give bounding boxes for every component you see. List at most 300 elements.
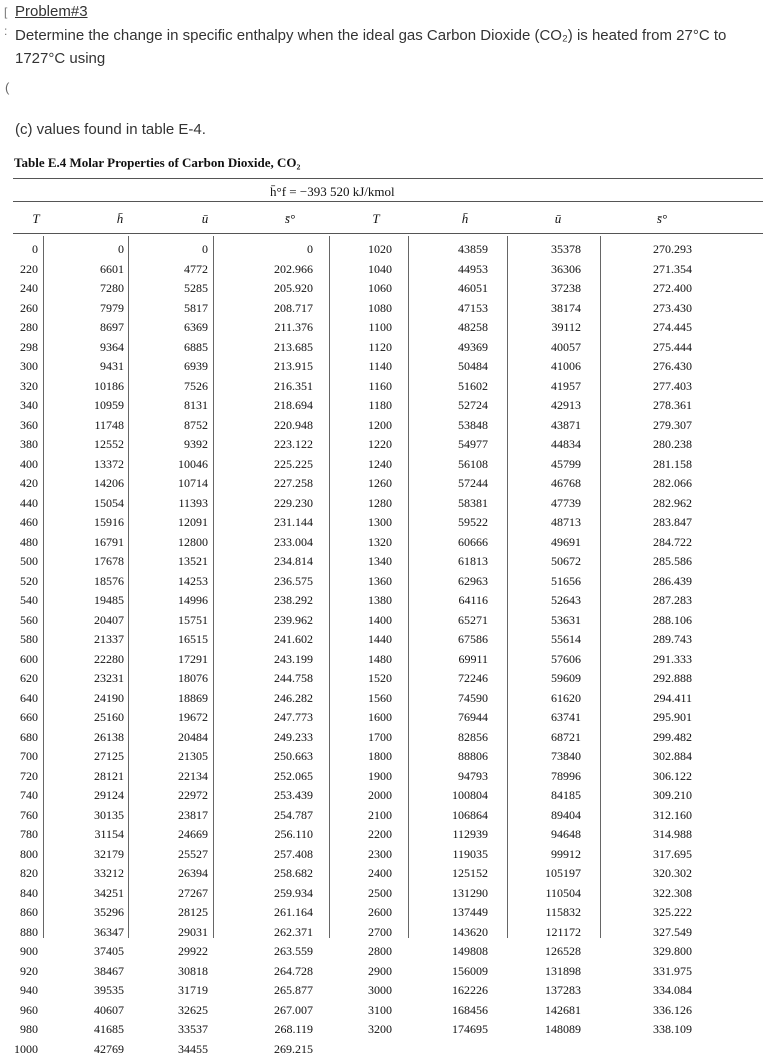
table-cell: 280 bbox=[4, 318, 38, 338]
table-cell: 13521 bbox=[144, 552, 208, 572]
table-cell: 260 bbox=[4, 299, 38, 319]
table-cell: 35296 bbox=[60, 903, 124, 923]
table-cell: 84185 bbox=[515, 786, 581, 806]
table-cell: 31154 bbox=[60, 825, 124, 845]
table-cell: 252.065 bbox=[240, 767, 313, 787]
table-cell: 0 bbox=[60, 240, 124, 260]
table-cell: 1140 bbox=[336, 357, 392, 377]
table-cell: 18869 bbox=[144, 689, 208, 709]
table-cell: 2900 bbox=[336, 962, 392, 982]
table-cell: 24190 bbox=[60, 689, 124, 709]
table-cell: 11393 bbox=[144, 494, 208, 514]
table-cell: 700 bbox=[4, 747, 38, 767]
table-cell: 282.962 bbox=[618, 494, 692, 514]
table-cell: 174695 bbox=[420, 1020, 488, 1040]
table-cell: 274.445 bbox=[618, 318, 692, 338]
table-cell: 126528 bbox=[515, 942, 581, 962]
table-cell: 22134 bbox=[144, 767, 208, 787]
table-cell: 289.743 bbox=[618, 630, 692, 650]
table-caption: Table E.4 Molar Properties of Carbon Dioxide, CO₂ bbox=[14, 155, 300, 171]
table-cell: 317.695 bbox=[618, 845, 692, 865]
table-cell: 1220 bbox=[336, 435, 392, 455]
table-cell: 42913 bbox=[515, 396, 581, 416]
table-cell: 88806 bbox=[420, 747, 488, 767]
table-cell: 14253 bbox=[144, 572, 208, 592]
table-cell: 43859 bbox=[420, 240, 488, 260]
table-cell: 236.575 bbox=[240, 572, 313, 592]
table-cell: 680 bbox=[4, 728, 38, 748]
table-cell: 27125 bbox=[60, 747, 124, 767]
table-cell: 76944 bbox=[420, 708, 488, 728]
table-cell: 19485 bbox=[60, 591, 124, 611]
table-cell: 168456 bbox=[420, 1001, 488, 1021]
table-cell: 65271 bbox=[420, 611, 488, 631]
table-cell: 47739 bbox=[515, 494, 581, 514]
table-cell: 249.233 bbox=[240, 728, 313, 748]
table-cell: 26138 bbox=[60, 728, 124, 748]
table-cell: 780 bbox=[4, 825, 38, 845]
table-cell: 22972 bbox=[144, 786, 208, 806]
table-cell: 46768 bbox=[515, 474, 581, 494]
table-cell: 292.888 bbox=[618, 669, 692, 689]
table-cell: 12091 bbox=[144, 513, 208, 533]
table-cell: 14996 bbox=[144, 591, 208, 611]
table-cell: 48258 bbox=[420, 318, 488, 338]
table-cell: 268.119 bbox=[240, 1020, 313, 1040]
table-cell: 277.403 bbox=[618, 377, 692, 397]
table-cell: 131290 bbox=[420, 884, 488, 904]
table-cell: 38174 bbox=[515, 299, 581, 319]
table-cell: 1180 bbox=[336, 396, 392, 416]
table-cell: 202.966 bbox=[240, 260, 313, 280]
table-cell: 1160 bbox=[336, 377, 392, 397]
column-divider bbox=[408, 236, 409, 938]
table-cell: 15916 bbox=[60, 513, 124, 533]
table-cell: 6369 bbox=[144, 318, 208, 338]
table-cell: 281.158 bbox=[618, 455, 692, 475]
table-cell: 213.685 bbox=[240, 338, 313, 358]
table-cell: 61813 bbox=[420, 552, 488, 572]
table-cell: 20407 bbox=[60, 611, 124, 631]
table-cell: 55614 bbox=[515, 630, 581, 650]
table-cell: 329.800 bbox=[618, 942, 692, 962]
table-cell: 257.408 bbox=[240, 845, 313, 865]
bracket-mark: : bbox=[4, 24, 7, 38]
table-cell: 40057 bbox=[515, 338, 581, 358]
table-cell: 51602 bbox=[420, 377, 488, 397]
table-cell: 121172 bbox=[515, 923, 581, 943]
table-cell: 7979 bbox=[60, 299, 124, 319]
table-cell: 300 bbox=[4, 357, 38, 377]
table-cell: 380 bbox=[4, 435, 38, 455]
table-cell: 33537 bbox=[144, 1020, 208, 1040]
table-cell: 8131 bbox=[144, 396, 208, 416]
table-cell: 600 bbox=[4, 650, 38, 670]
table-cell: 1520 bbox=[336, 669, 392, 689]
table-cell: 309.210 bbox=[618, 786, 692, 806]
table-cell: 1800 bbox=[336, 747, 392, 767]
table-cell: 25160 bbox=[60, 708, 124, 728]
table-cell: 660 bbox=[4, 708, 38, 728]
table-cell: 27267 bbox=[144, 884, 208, 904]
table-cell: 10959 bbox=[60, 396, 124, 416]
problem-statement: Determine the change in specific enthalpy when the ideal gas Carbon Dioxide (CO₂) is heated from 27°C to 1727°C using bbox=[15, 24, 763, 70]
table-cell: 520 bbox=[4, 572, 38, 592]
table-cell: 3100 bbox=[336, 1001, 392, 1021]
table-cell: 223.122 bbox=[240, 435, 313, 455]
table-cell: 44834 bbox=[515, 435, 581, 455]
table-cell: 286.439 bbox=[618, 572, 692, 592]
table-cell: 25527 bbox=[144, 845, 208, 865]
column-u-left bbox=[144, 240, 208, 1059]
table-cell: 420 bbox=[4, 474, 38, 494]
table-cell: 43871 bbox=[515, 416, 581, 436]
table-cell: 142681 bbox=[515, 1001, 581, 1021]
table-cell: 57606 bbox=[515, 650, 581, 670]
table-cell: 29922 bbox=[144, 942, 208, 962]
table-cell: 500 bbox=[4, 552, 38, 572]
table-cell: 89404 bbox=[515, 806, 581, 826]
table-cell: 131898 bbox=[515, 962, 581, 982]
table-cell: 338.109 bbox=[618, 1020, 692, 1040]
table-cell: 56108 bbox=[420, 455, 488, 475]
table-cell: 225.225 bbox=[240, 455, 313, 475]
table-cell: 272.400 bbox=[618, 279, 692, 299]
table-cell: 2100 bbox=[336, 806, 392, 826]
column-u-right bbox=[515, 240, 581, 1040]
table-cell: 2500 bbox=[336, 884, 392, 904]
table-cell: 1040 bbox=[336, 260, 392, 280]
table-top-rule bbox=[13, 178, 763, 179]
table-cell: 1200 bbox=[336, 416, 392, 436]
table-cell: 282.066 bbox=[618, 474, 692, 494]
table-cell: 840 bbox=[4, 884, 38, 904]
table-cell: 205.920 bbox=[240, 279, 313, 299]
table-cell: 540 bbox=[4, 591, 38, 611]
table-cell: 33212 bbox=[60, 864, 124, 884]
table-cell: 64116 bbox=[420, 591, 488, 611]
table-cell: 244.758 bbox=[240, 669, 313, 689]
table-cell: 39112 bbox=[515, 318, 581, 338]
table-cell: 10714 bbox=[144, 474, 208, 494]
table-cell: 1440 bbox=[336, 630, 392, 650]
table-cell: 220.948 bbox=[240, 416, 313, 436]
bracket-mark: [ bbox=[4, 5, 7, 19]
table-cell: 53631 bbox=[515, 611, 581, 631]
table-cell: 302.884 bbox=[618, 747, 692, 767]
table-cell: 148089 bbox=[515, 1020, 581, 1040]
table-cell: 57244 bbox=[420, 474, 488, 494]
table-cell: 233.004 bbox=[240, 533, 313, 553]
table-cell: 31719 bbox=[144, 981, 208, 1001]
table-cell: 58381 bbox=[420, 494, 488, 514]
table-cell: 125152 bbox=[420, 864, 488, 884]
table-cell: 269.215 bbox=[240, 1040, 313, 1059]
table-cell: 253.439 bbox=[240, 786, 313, 806]
table-cell: 20484 bbox=[144, 728, 208, 748]
table-cell: 156009 bbox=[420, 962, 488, 982]
table-cell: 325.222 bbox=[618, 903, 692, 923]
column-h-right bbox=[420, 240, 488, 1040]
table-cell: 267.007 bbox=[240, 1001, 313, 1021]
table-cell: 0 bbox=[4, 240, 38, 260]
table-cell: 287.283 bbox=[618, 591, 692, 611]
table-cell: 61620 bbox=[515, 689, 581, 709]
table-cell: 48713 bbox=[515, 513, 581, 533]
table-cell: 298 bbox=[4, 338, 38, 358]
table-cell: 1260 bbox=[336, 474, 392, 494]
table-cell: 36347 bbox=[60, 923, 124, 943]
table-cell: 940 bbox=[4, 981, 38, 1001]
table-cell: 900 bbox=[4, 942, 38, 962]
table-cell: 295.901 bbox=[618, 708, 692, 728]
table-cell: 400 bbox=[4, 455, 38, 475]
header-s-left: s̄° bbox=[250, 211, 330, 227]
table-cell: 137283 bbox=[515, 981, 581, 1001]
table-cell: 32179 bbox=[60, 845, 124, 865]
table-cell: 440 bbox=[4, 494, 38, 514]
table-cell: 291.333 bbox=[618, 650, 692, 670]
header-u-right: ū bbox=[518, 211, 598, 227]
table-cell: 21305 bbox=[144, 747, 208, 767]
table-cell: 213.915 bbox=[240, 357, 313, 377]
table-cell: 2400 bbox=[336, 864, 392, 884]
table-cell: 580 bbox=[4, 630, 38, 650]
table-cell: 5285 bbox=[144, 279, 208, 299]
header-T-left: T bbox=[0, 211, 76, 227]
table-cell: 1300 bbox=[336, 513, 392, 533]
table-cell: 980 bbox=[4, 1020, 38, 1040]
table-cell: 18076 bbox=[144, 669, 208, 689]
table-cell: 149808 bbox=[420, 942, 488, 962]
table-cell: 320 bbox=[4, 377, 38, 397]
table-cell: 15751 bbox=[144, 611, 208, 631]
table-cell: 306.122 bbox=[618, 767, 692, 787]
table-cell: 28125 bbox=[144, 903, 208, 923]
table-cell: 620 bbox=[4, 669, 38, 689]
table-cell: 32625 bbox=[144, 1001, 208, 1021]
table-cell: 41006 bbox=[515, 357, 581, 377]
table-cell: 288.106 bbox=[618, 611, 692, 631]
table-cell: 94648 bbox=[515, 825, 581, 845]
table-cell: 119035 bbox=[420, 845, 488, 865]
table-cell: 7526 bbox=[144, 377, 208, 397]
table-cell: 72246 bbox=[420, 669, 488, 689]
table-cell: 9431 bbox=[60, 357, 124, 377]
table-cell: 69911 bbox=[420, 650, 488, 670]
header-s-right: s̄° bbox=[622, 211, 702, 227]
table-cell: 94793 bbox=[420, 767, 488, 787]
table-cell: 278.361 bbox=[618, 396, 692, 416]
table-cell: 17291 bbox=[144, 650, 208, 670]
table-cell: 1560 bbox=[336, 689, 392, 709]
table-cell: 74590 bbox=[420, 689, 488, 709]
table-cell: 270.293 bbox=[618, 240, 692, 260]
table-cell: 18576 bbox=[60, 572, 124, 592]
table-cell: 4772 bbox=[144, 260, 208, 280]
table-cell: 23231 bbox=[60, 669, 124, 689]
table-cell: 227.258 bbox=[240, 474, 313, 494]
table-cell: 112939 bbox=[420, 825, 488, 845]
table-cell: 2800 bbox=[336, 942, 392, 962]
table-cell: 3000 bbox=[336, 981, 392, 1001]
table-cell: 38467 bbox=[60, 962, 124, 982]
table-cell: 250.663 bbox=[240, 747, 313, 767]
table-cell: 263.559 bbox=[240, 942, 313, 962]
table-cell: 12552 bbox=[60, 435, 124, 455]
table-cell: 480 bbox=[4, 533, 38, 553]
table-cell: 1600 bbox=[336, 708, 392, 728]
table-cell: 10186 bbox=[60, 377, 124, 397]
table-cell: 322.308 bbox=[618, 884, 692, 904]
table-cell: 12800 bbox=[144, 533, 208, 553]
table-cell: 36306 bbox=[515, 260, 581, 280]
table-cell: 820 bbox=[4, 864, 38, 884]
table-cell: 0 bbox=[144, 240, 208, 260]
table-cell: 106864 bbox=[420, 806, 488, 826]
table-cell: 800 bbox=[4, 845, 38, 865]
table-cell: 46051 bbox=[420, 279, 488, 299]
table-cell: 115832 bbox=[515, 903, 581, 923]
table-cell: 143620 bbox=[420, 923, 488, 943]
table-cell: 42769 bbox=[60, 1040, 124, 1059]
table-cell: 11748 bbox=[60, 416, 124, 436]
table-cell: 5817 bbox=[144, 299, 208, 319]
table-cell: 1900 bbox=[336, 767, 392, 787]
table-cell: 256.110 bbox=[240, 825, 313, 845]
table-cell: 67586 bbox=[420, 630, 488, 650]
table-cell: 41685 bbox=[60, 1020, 124, 1040]
enthalpy-of-formation: h̄°f = −393 520 kJ/kmol bbox=[270, 184, 395, 200]
table-cell: 3200 bbox=[336, 1020, 392, 1040]
table-cell: 19672 bbox=[144, 708, 208, 728]
column-h-left bbox=[60, 240, 124, 1059]
table-cell: 1700 bbox=[336, 728, 392, 748]
table-cell: 259.934 bbox=[240, 884, 313, 904]
table-cell: 560 bbox=[4, 611, 38, 631]
table-cell: 234.814 bbox=[240, 552, 313, 572]
table-cell: 53848 bbox=[420, 416, 488, 436]
table-cell: 1400 bbox=[336, 611, 392, 631]
table-cell: 271.354 bbox=[618, 260, 692, 280]
problem-title: Problem#3 bbox=[15, 3, 88, 20]
table-cell: 45799 bbox=[515, 455, 581, 475]
table-cell: 59522 bbox=[420, 513, 488, 533]
table-cell: 137449 bbox=[420, 903, 488, 923]
table-cell: 6885 bbox=[144, 338, 208, 358]
table-cell: 1380 bbox=[336, 591, 392, 611]
table-cell: 216.351 bbox=[240, 377, 313, 397]
table-cell: 34251 bbox=[60, 884, 124, 904]
table-cell: 1120 bbox=[336, 338, 392, 358]
table-cell: 331.975 bbox=[618, 962, 692, 982]
table-cell: 720 bbox=[4, 767, 38, 787]
table-cell: 50484 bbox=[420, 357, 488, 377]
table-cell: 880 bbox=[4, 923, 38, 943]
table-cell: 1360 bbox=[336, 572, 392, 592]
column-divider bbox=[329, 236, 330, 938]
table-cell: 17678 bbox=[60, 552, 124, 572]
table-cell: 280.238 bbox=[618, 435, 692, 455]
table-cell: 59609 bbox=[515, 669, 581, 689]
table-cell: 299.482 bbox=[618, 728, 692, 748]
table-cell: 360 bbox=[4, 416, 38, 436]
table-cell: 860 bbox=[4, 903, 38, 923]
table-cell: 78996 bbox=[515, 767, 581, 787]
column-s-right bbox=[618, 240, 692, 1040]
table-cell: 35378 bbox=[515, 240, 581, 260]
table-cell: 63741 bbox=[515, 708, 581, 728]
table-cell: 29031 bbox=[144, 923, 208, 943]
table-cell: 218.694 bbox=[240, 396, 313, 416]
header-bottom-rule bbox=[13, 233, 763, 234]
table-cell: 7280 bbox=[60, 279, 124, 299]
table-cell: 312.160 bbox=[618, 806, 692, 826]
table-cell: 340 bbox=[4, 396, 38, 416]
table-cell: 9392 bbox=[144, 435, 208, 455]
table-cell: 37405 bbox=[60, 942, 124, 962]
table-cell: 51656 bbox=[515, 572, 581, 592]
table-cell: 1240 bbox=[336, 455, 392, 475]
table-cell: 1020 bbox=[336, 240, 392, 260]
column-divider bbox=[43, 236, 44, 938]
table-cell: 49369 bbox=[420, 338, 488, 358]
table-cell: 264.728 bbox=[240, 962, 313, 982]
table-cell: 275.444 bbox=[618, 338, 692, 358]
table-cell: 2200 bbox=[336, 825, 392, 845]
table-cell: 265.877 bbox=[240, 981, 313, 1001]
table-cell: 9364 bbox=[60, 338, 124, 358]
table-cell: 52643 bbox=[515, 591, 581, 611]
table-cell: 960 bbox=[4, 1001, 38, 1021]
header-u-left: ū bbox=[165, 211, 245, 227]
table-cell: 49691 bbox=[515, 533, 581, 553]
table-cell: 105197 bbox=[515, 864, 581, 884]
table-cell: 60666 bbox=[420, 533, 488, 553]
table-cell: 231.144 bbox=[240, 513, 313, 533]
table-cell: 238.292 bbox=[240, 591, 313, 611]
table-cell: 10046 bbox=[144, 455, 208, 475]
table-cell: 52724 bbox=[420, 396, 488, 416]
table-cell: 21337 bbox=[60, 630, 124, 650]
header-h-left: h̄ bbox=[80, 211, 160, 227]
table-cell: 54977 bbox=[420, 435, 488, 455]
table-cell: 241.602 bbox=[240, 630, 313, 650]
table-cell: 50672 bbox=[515, 552, 581, 572]
table-cell: 320.302 bbox=[618, 864, 692, 884]
table-cell: 2600 bbox=[336, 903, 392, 923]
table-cell: 16515 bbox=[144, 630, 208, 650]
table-cell: 24669 bbox=[144, 825, 208, 845]
column-divider bbox=[213, 236, 214, 938]
table-cell: 82856 bbox=[420, 728, 488, 748]
table-cell: 273.430 bbox=[618, 299, 692, 319]
table-cell: 62963 bbox=[420, 572, 488, 592]
table-cell: 73840 bbox=[515, 747, 581, 767]
table-cell: 30818 bbox=[144, 962, 208, 982]
table-cell: 23817 bbox=[144, 806, 208, 826]
table-cell: 162226 bbox=[420, 981, 488, 1001]
table-cell: 110504 bbox=[515, 884, 581, 904]
table-cell: 208.717 bbox=[240, 299, 313, 319]
table-cell: 220 bbox=[4, 260, 38, 280]
table-cell: 334.084 bbox=[618, 981, 692, 1001]
table-cell: 44953 bbox=[420, 260, 488, 280]
part-c-text: (c) values found in table E-4. bbox=[15, 121, 206, 138]
table-cell: 327.549 bbox=[618, 923, 692, 943]
table-cell: 262.371 bbox=[240, 923, 313, 943]
table-cell: 243.199 bbox=[240, 650, 313, 670]
